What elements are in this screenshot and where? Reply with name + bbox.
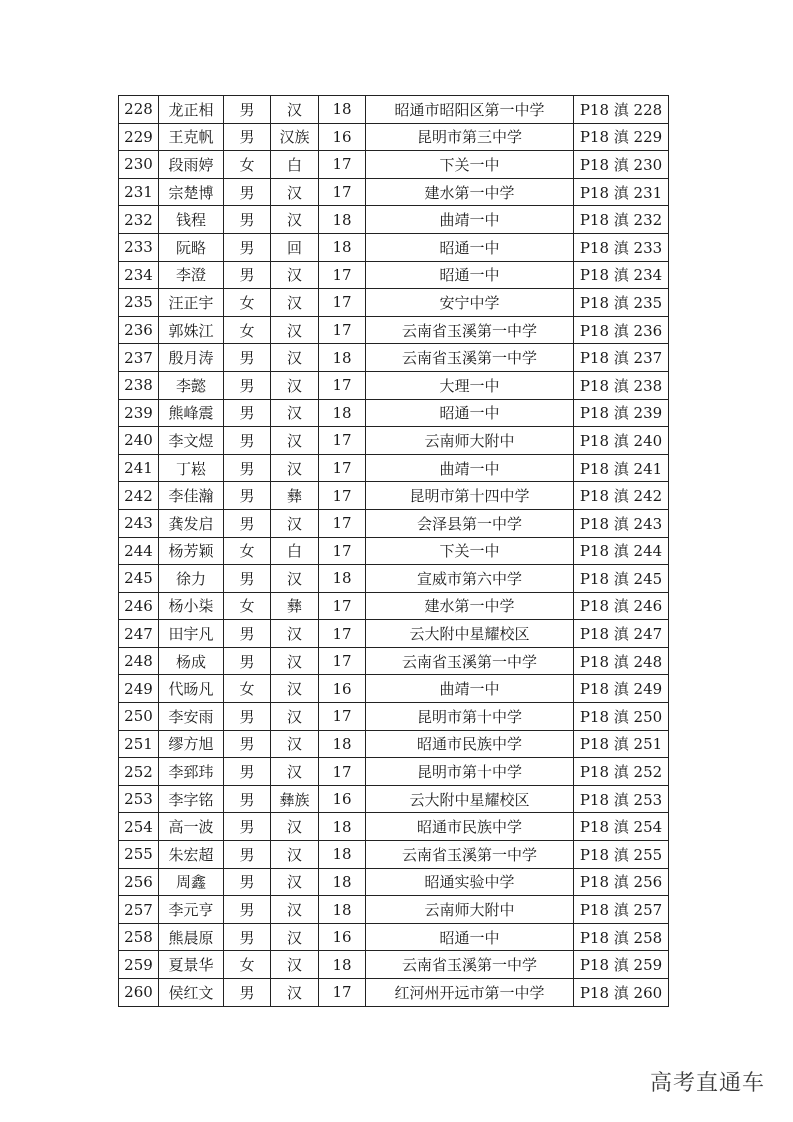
ethnicity-cell: 汉	[271, 316, 319, 344]
student-name-cell: 殷月涛	[159, 344, 224, 372]
gender-cell: 男	[224, 565, 271, 593]
ethnicity-cell: 汉	[271, 647, 319, 675]
student-name-cell: 李澄	[159, 261, 224, 289]
school-name-cell: 昆明市第十四中学	[366, 482, 574, 510]
student-name-cell: 熊峰震	[159, 399, 224, 427]
school-name-cell: 云大附中星耀校区	[366, 620, 574, 648]
table-row	[119, 730, 669, 758]
student-name-cell: 钱程	[159, 206, 224, 234]
age-cell: 18	[319, 730, 366, 758]
registration-code-cell: P18 滇 246	[574, 592, 669, 620]
row-number-cell: 240	[119, 427, 159, 455]
gender-cell: 男	[224, 509, 271, 537]
student-name-cell: 李懿	[159, 371, 224, 399]
student-name-cell: 龙正相	[159, 96, 224, 124]
row-number-cell: 234	[119, 261, 159, 289]
ethnicity-cell: 汉	[271, 951, 319, 979]
registration-code-cell: P18 滇 228	[574, 96, 669, 124]
student-name-cell: 李字铭	[159, 785, 224, 813]
school-name-cell: 昭通市民族中学	[366, 813, 574, 841]
registration-code-cell: P18 滇 259	[574, 951, 669, 979]
age-cell: 18	[319, 399, 366, 427]
student-name-cell: 缪方旭	[159, 730, 224, 758]
gender-cell: 男	[224, 730, 271, 758]
age-cell: 17	[319, 703, 366, 731]
student-name-cell: 王克帆	[159, 123, 224, 151]
table-row	[119, 233, 669, 261]
gender-cell: 男	[224, 620, 271, 648]
row-number-cell: 230	[119, 151, 159, 179]
table-row	[119, 206, 669, 234]
row-number-cell: 231	[119, 178, 159, 206]
gender-cell: 男	[224, 923, 271, 951]
table-row	[119, 482, 669, 510]
student-name-cell: 杨成	[159, 647, 224, 675]
age-cell: 18	[319, 813, 366, 841]
age-cell: 17	[319, 316, 366, 344]
school-name-cell: 建水第一中学	[366, 178, 574, 206]
table-row	[119, 841, 669, 869]
table-row	[119, 647, 669, 675]
ethnicity-cell: 汉	[271, 703, 319, 731]
ethnicity-cell: 彝族	[271, 785, 319, 813]
gender-cell: 女	[224, 537, 271, 565]
registration-code-cell: P18 滇 260	[574, 979, 669, 1007]
table-row	[119, 620, 669, 648]
school-name-cell: 红河州开远市第一中学	[366, 979, 574, 1007]
registration-code-cell: P18 滇 243	[574, 509, 669, 537]
school-name-cell: 云南省玉溪第一中学	[366, 344, 574, 372]
age-cell: 17	[319, 758, 366, 786]
gender-cell: 男	[224, 758, 271, 786]
age-cell: 17	[319, 427, 366, 455]
row-number-cell: 251	[119, 730, 159, 758]
ethnicity-cell: 汉	[271, 565, 319, 593]
table-row	[119, 565, 669, 593]
student-name-cell: 代旸凡	[159, 675, 224, 703]
gender-cell: 男	[224, 896, 271, 924]
school-name-cell: 云南省玉溪第一中学	[366, 951, 574, 979]
school-name-cell: 会泽县第一中学	[366, 509, 574, 537]
registration-code-cell: P18 滇 252	[574, 758, 669, 786]
age-cell: 18	[319, 96, 366, 124]
ethnicity-cell: 回	[271, 233, 319, 261]
school-name-cell: 下关一中	[366, 151, 574, 179]
school-name-cell: 下关一中	[366, 537, 574, 565]
table-row	[119, 371, 669, 399]
table-row	[119, 592, 669, 620]
table-row	[119, 896, 669, 924]
row-number-cell: 257	[119, 896, 159, 924]
row-number-cell: 252	[119, 758, 159, 786]
table-row	[119, 509, 669, 537]
ethnicity-cell: 汉	[271, 96, 319, 124]
ethnicity-cell: 汉	[271, 979, 319, 1007]
ethnicity-cell: 汉	[271, 841, 319, 869]
age-cell: 17	[319, 151, 366, 179]
row-number-cell: 238	[119, 371, 159, 399]
gender-cell: 女	[224, 675, 271, 703]
registration-code-cell: P18 滇 235	[574, 289, 669, 317]
age-cell: 18	[319, 841, 366, 869]
gender-cell: 男	[224, 482, 271, 510]
age-cell: 18	[319, 565, 366, 593]
school-name-cell: 宣威市第六中学	[366, 565, 574, 593]
school-name-cell: 昭通一中	[366, 233, 574, 261]
registration-code-cell: P18 滇 250	[574, 703, 669, 731]
gender-cell: 女	[224, 592, 271, 620]
registration-code-cell: P18 滇 238	[574, 371, 669, 399]
registration-code-cell: P18 滇 242	[574, 482, 669, 510]
gender-cell: 男	[224, 206, 271, 234]
ethnicity-cell: 汉	[271, 758, 319, 786]
student-name-cell: 李元亨	[159, 896, 224, 924]
student-name-cell: 李郅玮	[159, 758, 224, 786]
ethnicity-cell: 汉	[271, 675, 319, 703]
school-name-cell: 云南省玉溪第一中学	[366, 647, 574, 675]
ethnicity-cell: 汉	[271, 178, 319, 206]
student-name-cell: 李文煜	[159, 427, 224, 455]
student-name-cell: 高一波	[159, 813, 224, 841]
ethnicity-cell: 白	[271, 151, 319, 179]
age-cell: 17	[319, 620, 366, 648]
student-name-cell: 郭姝江	[159, 316, 224, 344]
table-row	[119, 923, 669, 951]
ethnicity-cell: 彝	[271, 592, 319, 620]
age-cell: 17	[319, 509, 366, 537]
ethnicity-cell: 汉	[271, 454, 319, 482]
gender-cell: 男	[224, 841, 271, 869]
row-number-cell: 247	[119, 620, 159, 648]
registration-code-cell: P18 滇 244	[574, 537, 669, 565]
ethnicity-cell: 汉	[271, 923, 319, 951]
student-name-cell: 阮略	[159, 233, 224, 261]
ethnicity-cell: 汉	[271, 868, 319, 896]
gender-cell: 男	[224, 979, 271, 1007]
gender-cell: 女	[224, 289, 271, 317]
gender-cell: 女	[224, 316, 271, 344]
ethnicity-cell: 汉	[271, 399, 319, 427]
school-name-cell: 昭通一中	[366, 399, 574, 427]
ethnicity-cell: 汉	[271, 261, 319, 289]
registration-code-cell: P18 滇 249	[574, 675, 669, 703]
ethnicity-cell: 汉	[271, 206, 319, 234]
table-row	[119, 868, 669, 896]
ethnicity-cell: 汉	[271, 509, 319, 537]
row-number-cell: 259	[119, 951, 159, 979]
registration-code-cell: P18 滇 239	[574, 399, 669, 427]
gender-cell: 男	[224, 785, 271, 813]
row-number-cell: 241	[119, 454, 159, 482]
school-name-cell: 昆明市第十中学	[366, 703, 574, 731]
gender-cell: 男	[224, 123, 271, 151]
row-number-cell: 256	[119, 868, 159, 896]
registration-code-cell: P18 滇 241	[574, 454, 669, 482]
gender-cell: 男	[224, 868, 271, 896]
registration-code-cell: P18 滇 230	[574, 151, 669, 179]
registration-code-cell: P18 滇 236	[574, 316, 669, 344]
row-number-cell: 232	[119, 206, 159, 234]
row-number-cell: 242	[119, 482, 159, 510]
school-name-cell: 昭通市民族中学	[366, 730, 574, 758]
student-name-cell: 丁崧	[159, 454, 224, 482]
school-name-cell: 昆明市第三中学	[366, 123, 574, 151]
ethnicity-cell: 汉	[271, 620, 319, 648]
row-number-cell: 237	[119, 344, 159, 372]
school-name-cell: 曲靖一中	[366, 206, 574, 234]
row-number-cell: 228	[119, 96, 159, 124]
row-number-cell: 254	[119, 813, 159, 841]
registration-code-cell: P18 滇 231	[574, 178, 669, 206]
student-name-cell: 李安雨	[159, 703, 224, 731]
table-row	[119, 399, 669, 427]
gender-cell: 男	[224, 344, 271, 372]
school-name-cell: 云南师大附中	[366, 427, 574, 455]
row-number-cell: 246	[119, 592, 159, 620]
registration-code-cell: P18 滇 258	[574, 923, 669, 951]
student-name-cell: 田宇凡	[159, 620, 224, 648]
row-number-cell: 250	[119, 703, 159, 731]
table-row	[119, 979, 669, 1007]
school-name-cell: 昭通市昭阳区第一中学	[366, 96, 574, 124]
gender-cell: 女	[224, 951, 271, 979]
school-name-cell: 昭通一中	[366, 923, 574, 951]
age-cell: 17	[319, 592, 366, 620]
student-name-cell: 李佳瀚	[159, 482, 224, 510]
age-cell: 17	[319, 261, 366, 289]
gender-cell: 男	[224, 371, 271, 399]
age-cell: 16	[319, 123, 366, 151]
registration-code-cell: P18 滇 257	[574, 896, 669, 924]
table-row	[119, 289, 669, 317]
table-row	[119, 454, 669, 482]
gender-cell: 男	[224, 96, 271, 124]
table-row	[119, 151, 669, 179]
watermark-text: 高考直通车	[649, 1071, 765, 1096]
ethnicity-cell: 汉	[271, 730, 319, 758]
row-number-cell: 249	[119, 675, 159, 703]
table-row	[119, 123, 669, 151]
table-row	[119, 427, 669, 455]
student-name-cell: 周鑫	[159, 868, 224, 896]
registration-code-cell: P18 滇 253	[574, 785, 669, 813]
gender-cell: 男	[224, 233, 271, 261]
student-name-cell: 侯红文	[159, 979, 224, 1007]
student-name-cell: 杨小柒	[159, 592, 224, 620]
student-name-cell: 段雨婷	[159, 151, 224, 179]
ethnicity-cell: 汉族	[271, 123, 319, 151]
age-cell: 16	[319, 675, 366, 703]
row-number-cell: 244	[119, 537, 159, 565]
student-name-cell: 宗楚博	[159, 178, 224, 206]
row-number-cell: 255	[119, 841, 159, 869]
age-cell: 16	[319, 785, 366, 813]
student-name-cell: 夏景华	[159, 951, 224, 979]
ethnicity-cell: 汉	[271, 896, 319, 924]
age-cell: 17	[319, 979, 366, 1007]
school-name-cell: 昭通一中	[366, 261, 574, 289]
table-row	[119, 261, 669, 289]
registration-code-cell: P18 滇 254	[574, 813, 669, 841]
student-name-cell: 朱宏超	[159, 841, 224, 869]
registration-code-cell: P18 滇 237	[574, 344, 669, 372]
school-name-cell: 建水第一中学	[366, 592, 574, 620]
gender-cell: 男	[224, 261, 271, 289]
table-row	[119, 813, 669, 841]
gender-cell: 男	[224, 813, 271, 841]
table-row	[119, 785, 669, 813]
row-number-cell: 233	[119, 233, 159, 261]
student-name-cell: 汪正宇	[159, 289, 224, 317]
registration-code-cell: P18 滇 232	[574, 206, 669, 234]
registration-code-cell: P18 滇 245	[574, 565, 669, 593]
table-row	[119, 703, 669, 731]
row-number-cell: 245	[119, 565, 159, 593]
table-row	[119, 344, 669, 372]
registration-code-cell: P18 滇 247	[574, 620, 669, 648]
table-row	[119, 178, 669, 206]
student-name-cell: 杨芳颖	[159, 537, 224, 565]
roster-body	[119, 96, 669, 1007]
gender-cell: 女	[224, 151, 271, 179]
student-name-cell: 熊晨原	[159, 923, 224, 951]
registration-code-cell: P18 滇 256	[574, 868, 669, 896]
age-cell: 17	[319, 454, 366, 482]
age-cell: 18	[319, 896, 366, 924]
school-name-cell: 安宁中学	[366, 289, 574, 317]
gender-cell: 男	[224, 647, 271, 675]
row-number-cell: 236	[119, 316, 159, 344]
table-row	[119, 537, 669, 565]
row-number-cell: 235	[119, 289, 159, 317]
row-number-cell: 253	[119, 785, 159, 813]
age-cell: 17	[319, 647, 366, 675]
table-row	[119, 316, 669, 344]
table-row	[119, 675, 669, 703]
gender-cell: 男	[224, 178, 271, 206]
age-cell: 18	[319, 344, 366, 372]
registration-code-cell: P18 滇 240	[574, 427, 669, 455]
school-name-cell: 云大附中星耀校区	[366, 785, 574, 813]
registration-code-cell: P18 滇 251	[574, 730, 669, 758]
age-cell: 17	[319, 371, 366, 399]
table-row	[119, 96, 669, 124]
age-cell: 17	[319, 537, 366, 565]
school-name-cell: 大理一中	[366, 371, 574, 399]
registration-code-cell: P18 滇 234	[574, 261, 669, 289]
gender-cell: 男	[224, 703, 271, 731]
age-cell: 17	[319, 482, 366, 510]
ethnicity-cell: 汉	[271, 344, 319, 372]
gender-cell: 男	[224, 454, 271, 482]
age-cell: 18	[319, 233, 366, 261]
age-cell: 16	[319, 923, 366, 951]
table-row	[119, 951, 669, 979]
registration-code-cell: P18 滇 233	[574, 233, 669, 261]
row-number-cell: 229	[119, 123, 159, 151]
ethnicity-cell: 汉	[271, 289, 319, 317]
age-cell: 18	[319, 206, 366, 234]
ethnicity-cell: 汉	[271, 813, 319, 841]
registration-code-cell: P18 滇 229	[574, 123, 669, 151]
row-number-cell: 239	[119, 399, 159, 427]
age-cell: 17	[319, 178, 366, 206]
row-number-cell: 248	[119, 647, 159, 675]
student-name-cell: 徐力	[159, 565, 224, 593]
school-name-cell: 昭通实验中学	[366, 868, 574, 896]
ethnicity-cell: 彝	[271, 482, 319, 510]
row-number-cell: 260	[119, 979, 159, 1007]
student-name-cell: 龚发启	[159, 509, 224, 537]
age-cell: 17	[319, 289, 366, 317]
age-cell: 18	[319, 868, 366, 896]
gender-cell: 男	[224, 399, 271, 427]
school-name-cell: 云南师大附中	[366, 896, 574, 924]
row-number-cell: 258	[119, 923, 159, 951]
school-name-cell: 云南省玉溪第一中学	[366, 841, 574, 869]
ethnicity-cell: 汉	[271, 371, 319, 399]
registration-code-cell: P18 滇 248	[574, 647, 669, 675]
ethnicity-cell: 汉	[271, 427, 319, 455]
school-name-cell: 昆明市第十中学	[366, 758, 574, 786]
school-name-cell: 曲靖一中	[366, 675, 574, 703]
registration-code-cell: P18 滇 255	[574, 841, 669, 869]
age-cell: 18	[319, 951, 366, 979]
school-name-cell: 云南省玉溪第一中学	[366, 316, 574, 344]
row-number-cell: 243	[119, 509, 159, 537]
gender-cell: 男	[224, 427, 271, 455]
school-name-cell: 曲靖一中	[366, 454, 574, 482]
table-row	[119, 758, 669, 786]
ethnicity-cell: 白	[271, 537, 319, 565]
roster-table	[118, 95, 669, 1007]
